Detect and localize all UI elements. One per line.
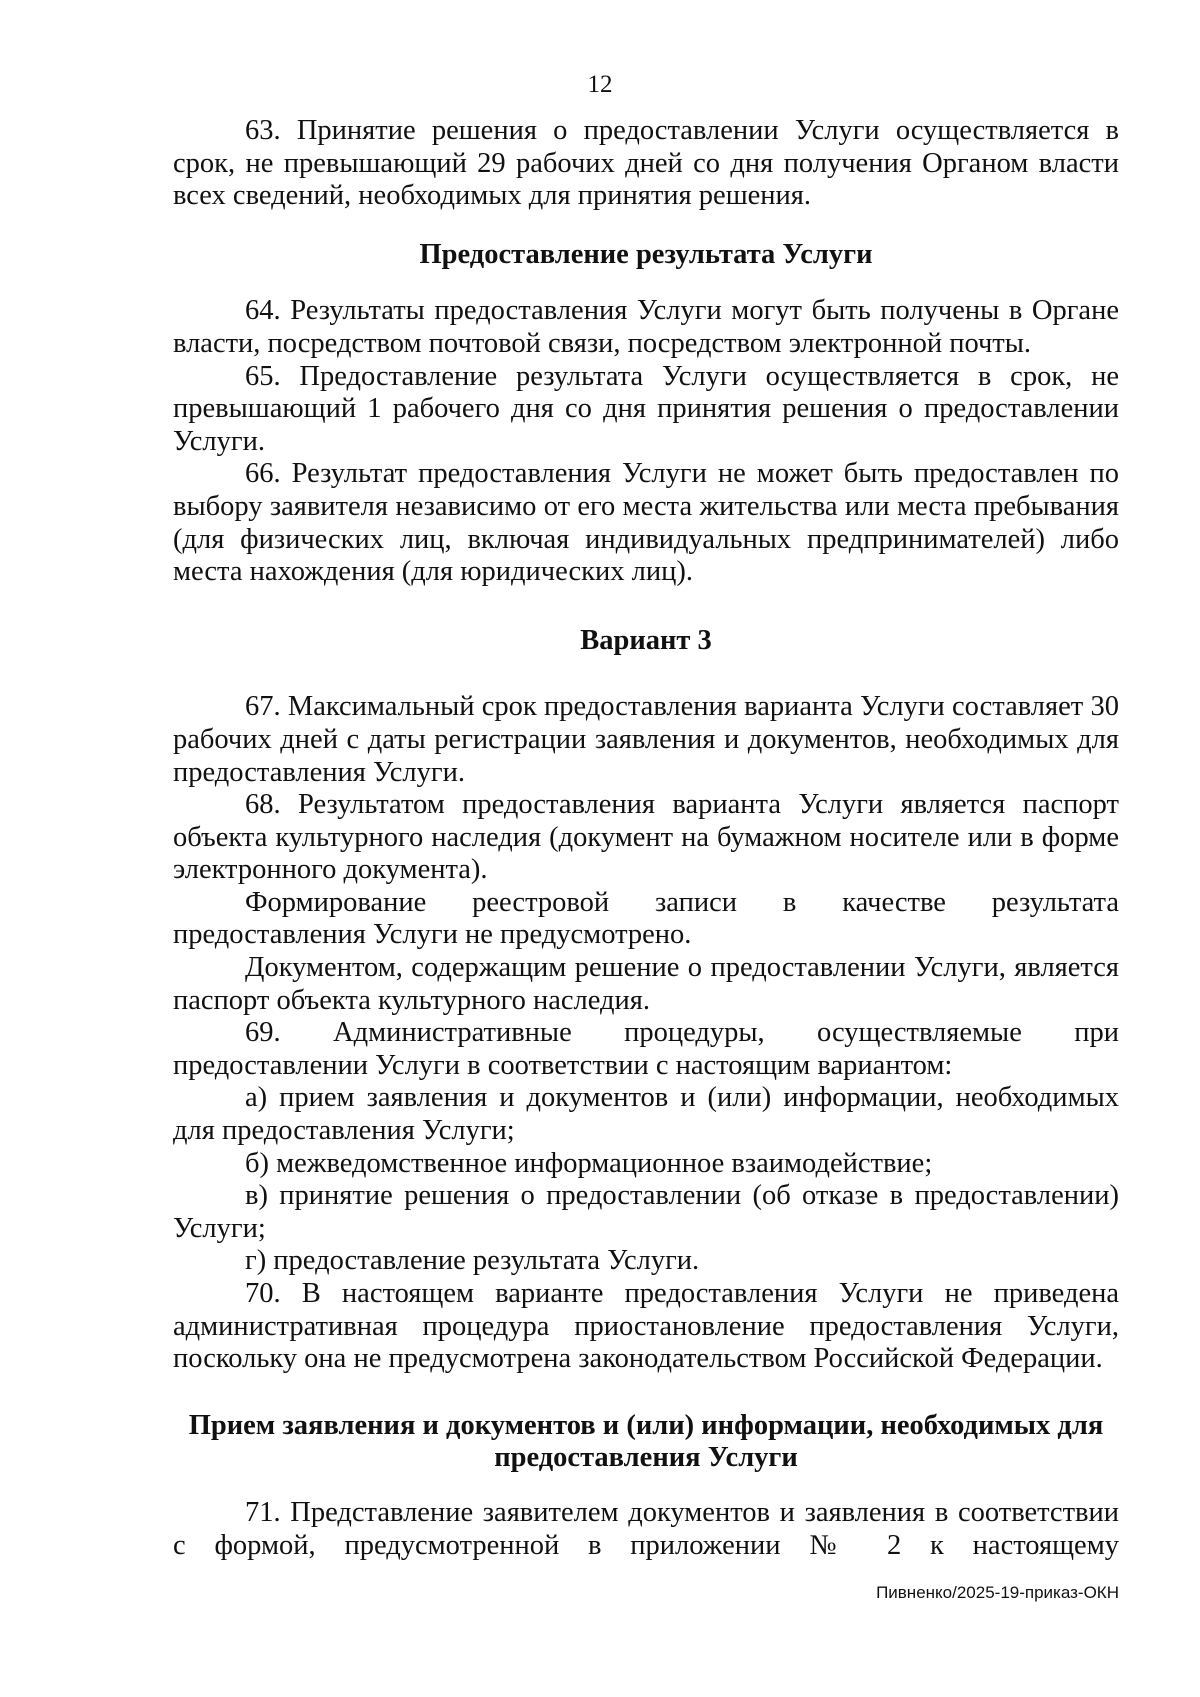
paragraph-67: 67. Максимальный срок предоставления варианта Услуги составляет 30 рабочих дней с даты регистрации заявления и документов, необходимых для предоставления Услуги. [173,691,1119,788]
paragraph-69: 69. Административные процедуры, осуществляемые при предоставлении Услуги в соответствии с настоящим вариантом: [173,1017,1119,1081]
section-heading-result: Предоставление результата Услуги [419,238,873,270]
paragraph-64: 64. Результаты предоставления Услуги могут быть получены в Органе власти, посредством почтовой связи, посредством электронной почты. [173,295,1119,359]
list-item-g: г) предоставление результата Услуги. [245,1245,700,1277]
section-application-body [173,1497,1119,1562]
paragraph-70: 70. В настоящем варианте предоставления Услуги не приведена административная процедура приостановление предоставления Услуги, поскольку она не предусмотрена законодательством Российской Федерации. [173,1278,1119,1375]
footer-document-code: Пивненко/2025-19-приказ-ОКН [876,1583,1119,1602]
list-item-b: б) межведомственное информационное взаимодействие; [245,1147,933,1179]
list-item-a: а) прием заявления и документов и (или) информации, необходимых для предоставления Услуги; [173,1082,1119,1147]
paragraph-71: 71. Представление заявителем документов и заявления в соответствии с формой, предусмотренной в приложении № 2 к настоящему [173,1496,1119,1561]
section-result-body [173,295,1119,588]
page-number: 12 [587,71,613,98]
paragraph-65: 65. Предоставление результата Услуги осуществляется в срок, не превышающий 1 рабочего дня со дня принятия решения о предоставлении Услуги. [173,360,1119,457]
paragraph-66: 66. Результат предоставления Услуги не может быть предоставлен по выбору заявителя независимо от его места жительства или места пребывания (для физических лиц, включая индивидуальных предпринимателей) либо места нахождения (для юридических лиц). [173,458,1119,588]
section-heading-variant-3: Вариант 3 [580,624,712,656]
section-heading-application-line1: Прием заявления и документов и (или) информации, необходимых для [188,1409,1104,1441]
paragraph-68: 68. Результатом предоставления варианта Услуги является паспорт объекта культурного наследия (документ на бумажном носителе или в форме электронного документа). [173,789,1119,886]
paragraph-decision-document: Документом, содержащим решение о предоставлении Услуги, является паспорт объекта культурного наследия. [173,952,1119,1016]
list-item-v: в) принятие решения о предоставлении (об отказе в предоставлении) Услуги; [173,1180,1119,1244]
section-variant-3-body [173,691,1119,1375]
paragraph-registry-record: Формирование реестровой записи в качестве результата предоставления Услуги не предусмотрено. [173,886,1119,951]
paragraph-63: 63. Принятие решения о предоставлении Услуги осуществляется в срок, не превышающий 29 рабочих дней со дня получения Органом власти всех сведений, необходимых для принятия решения. [173,115,1119,212]
document-body [173,115,1119,1562]
section-heading-application [173,1410,1119,1475]
section-heading-application-line2: предоставления Услуги [494,1442,798,1474]
